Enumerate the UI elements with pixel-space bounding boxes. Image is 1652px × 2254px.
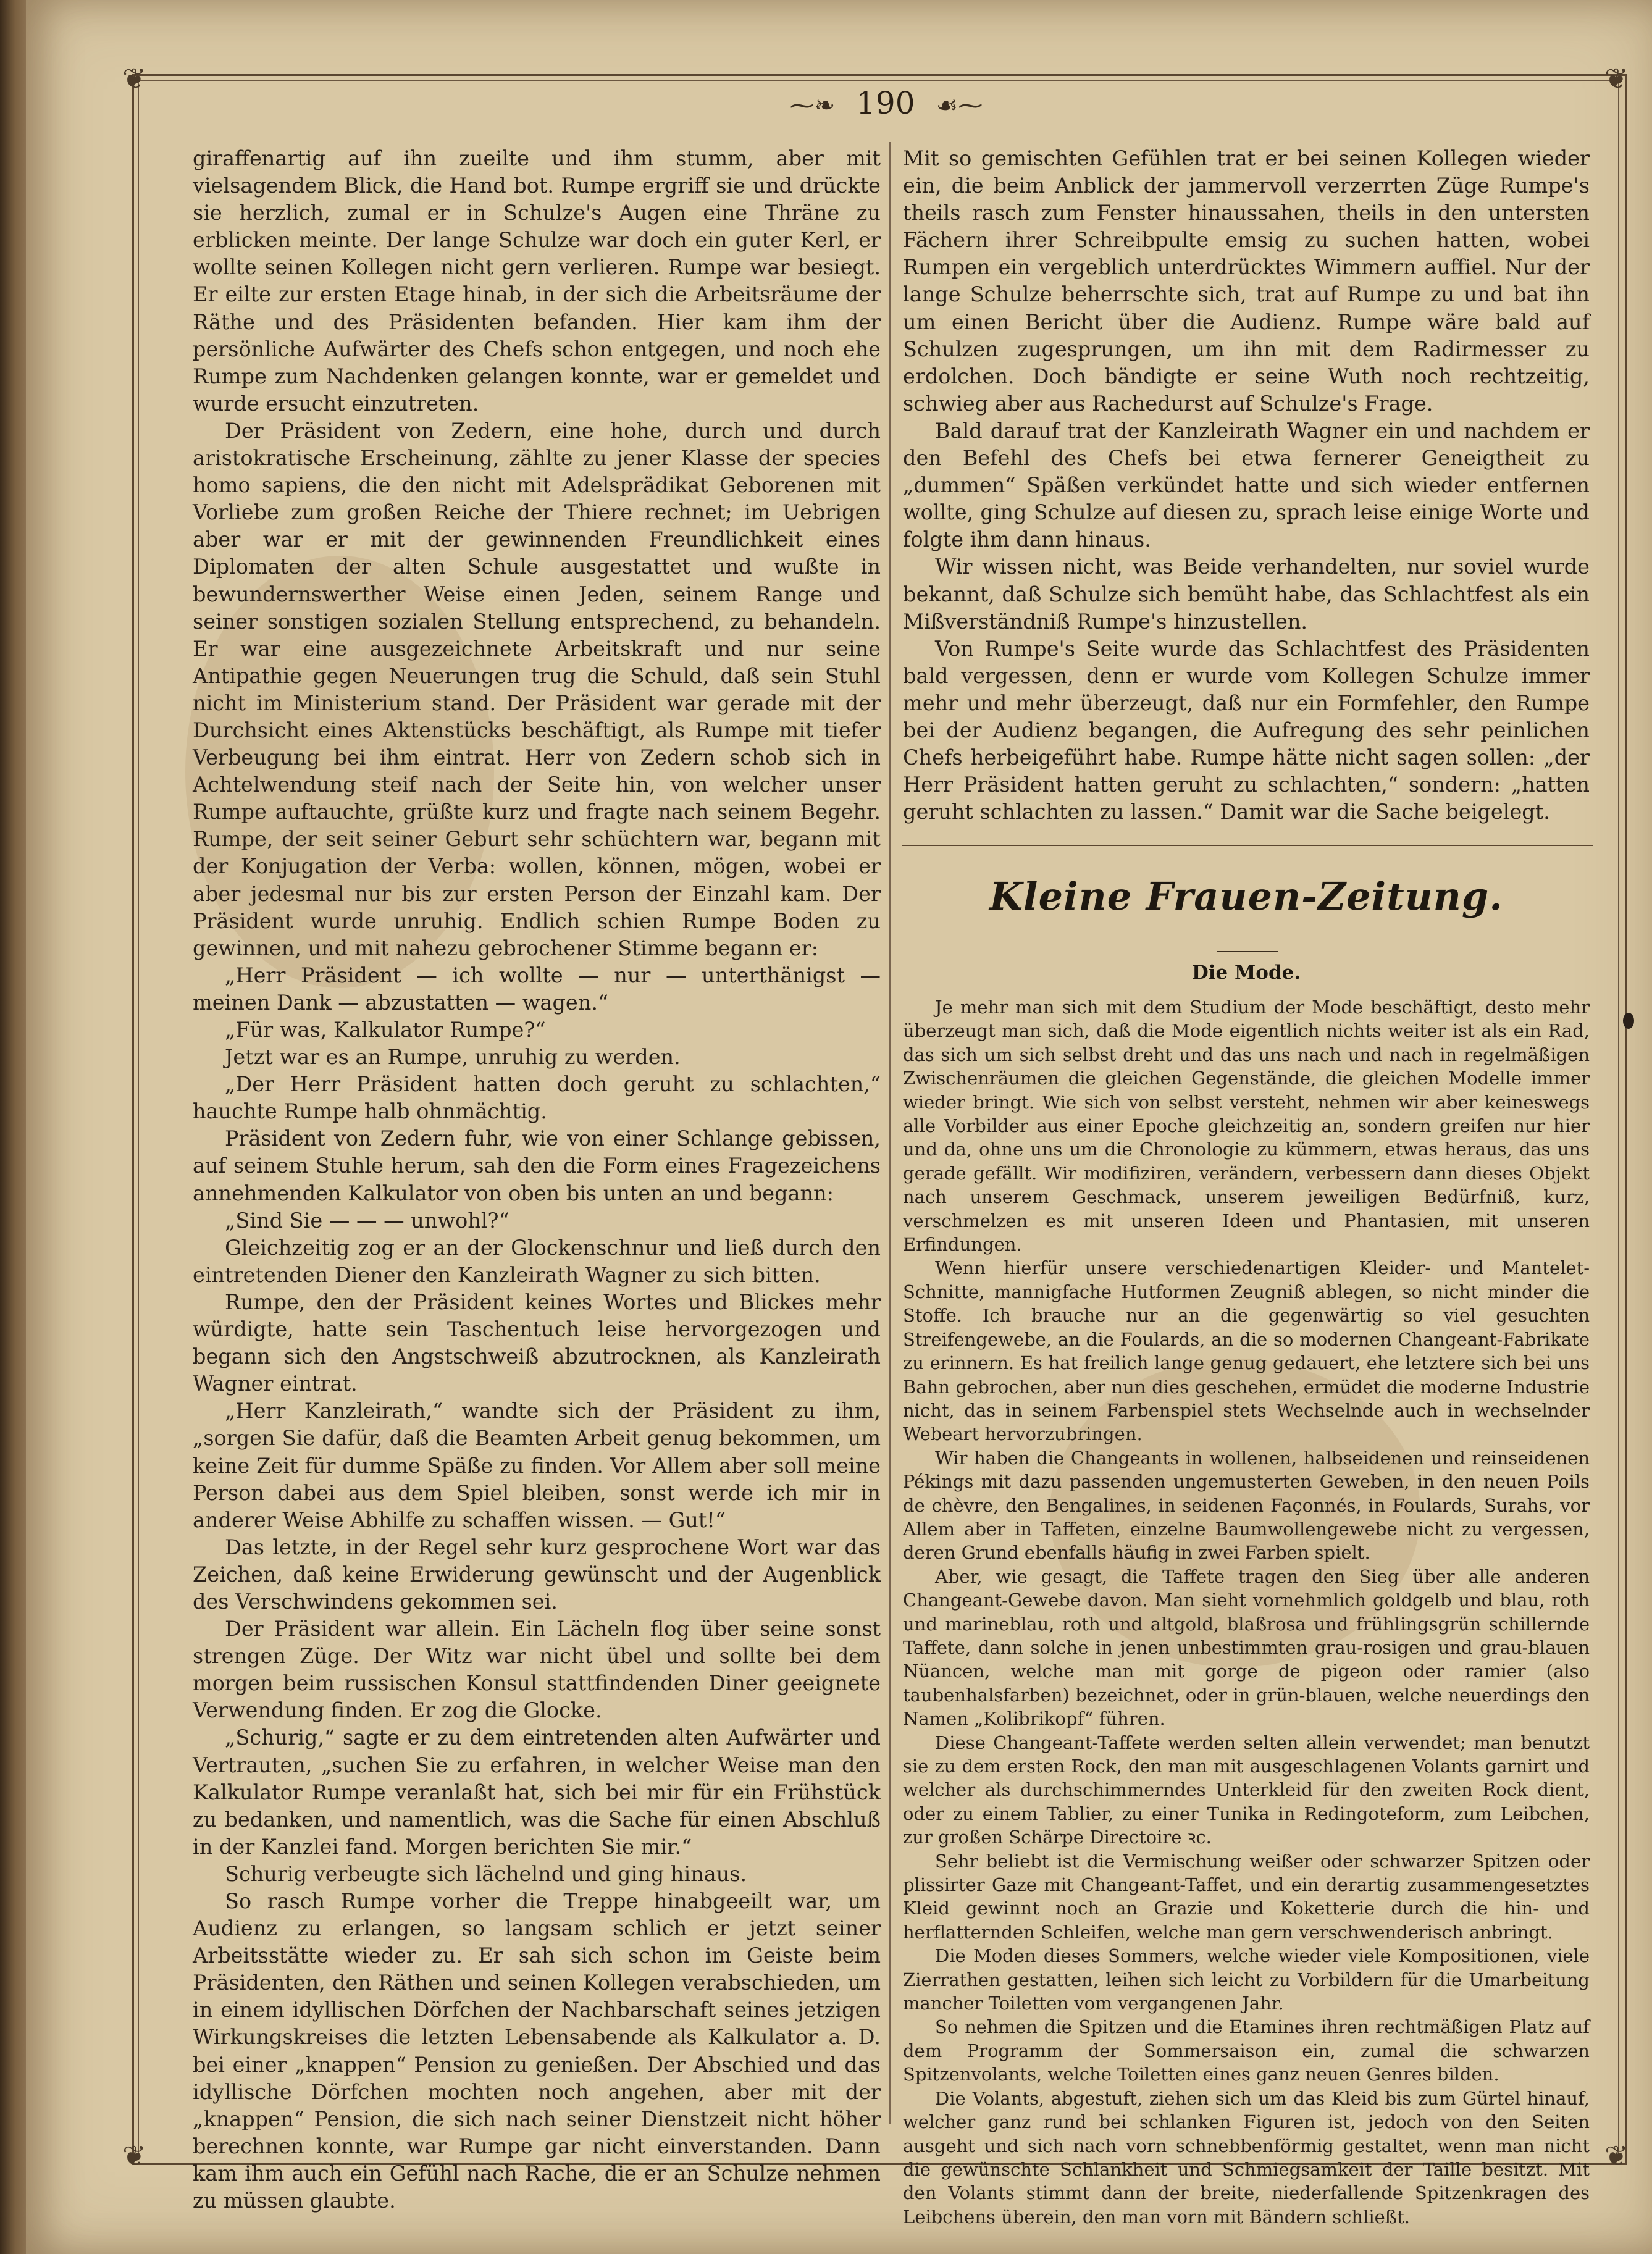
paragraph: „Herr Kanzleirath,“ wandte sich der Präsident zu ihm, „sorgen Sie dafür, daß die Beamten Arbeit genug bekommen, um keine Zeit für dumme Späße zu finden. Vor Allem aber soll meine Person dabei aus dem Spiel bleiben, sonst werde ich mir in anderer Weise Abhilfe zu schaffen wissen. — Gut!“ xyxy=(193,1399,881,1532)
paragraph: Der Präsident von Zedern, eine hohe, durch und durch aristokratische Erscheinung, zählte zu jener Klasse der species homo sapiens, die den nicht mit Adelsprädikat Geborenen mit Vorliebe zum großen Reiche der Thiere rechnet; im Uebrigen aber war er mit der gewinnenden Freundlichkeit eines Diplomaten der alten Schule ausgestattet und wußte in bewundernswerther Weise einen Jeden, seinem Range und seiner sonstigen sozialen Stellung entsprechend, zu behandeln. Er war eine ausgezeichnete Arbeitskraft und nur seine Antipathie gegen Neuerungen trug die Schuld, daß sein Stuhl nicht im Ministerium stand. Der Präsident war gerade mit der Durchsicht eines Aktenstücks beschäftigt, als Rumpe mit tiefer Verbeugung bei ihm eintrat. Herr von Zedern schob sich in Achtelwendung steif nach der Seite hin, von welcher unser Rumpe auftauchte, grüßte kurz und fragte nach seinem Begehr. Rumpe, der seit seiner Geburt sehr schüchtern war, begann mit der Konjugation der Verba: wollen, können, mögen, wobei er aber jedesmal nur bis zur ersten Person der Einzahl kam. Der Präsident wurde unruhig. Endlich schien Rumpe Boden zu gewinnen, und mit nahezu gebrochener Stimme begann er: xyxy=(193,418,881,960)
page-header xyxy=(757,85,1016,128)
paragraph: Jetzt war es an Rumpe, unruhig zu werden. xyxy=(225,1045,681,1070)
flourish-left-icon: ⁓❧ xyxy=(789,91,836,120)
book-spine xyxy=(0,0,26,2254)
corner-ornament-icon: ❦ xyxy=(122,2139,146,2172)
paragraph: Wenn hierfür unsere verschiedenartigen Kleider- und Mantelet-Schnitte, mannigfache Hutformen Zeugniß ablegen, so nicht minder die Stoffe. Ich brauche nur an die gegenwärtig so viel gesuchten Streifengewebe, an die Foulards, an die so modernen Changeant-Fabrikate zu erinnern. Es hat freilich lange genug gedauert, ehe letztere sich bei uns Bahn gebrochen, aber nun dies geschehen, ermüdet die moderne Industrie nicht, das in seinem Farbenspiel stets Wechselnde auch in wechselnder Webeart hervorzubringen. xyxy=(903,1257,1590,1445)
corner-ornament-icon: ❦ xyxy=(122,62,146,95)
paragraph: Von Rumpe's Seite wurde das Schlachtfest des Präsidenten bald vergessen, denn er wurde vom Kollegen Schulze immer mehr und mehr überzeugt, daß nur ein Formfehler, den Rumpe bei der Audienz begangen, die Aufregung des sehr peinlichen Chefs herbeigeführt habe. Rumpe hätte nicht sagen sollen: „der Herr Präsident hatten geruht zu schlachten,“ sondern: „hatten geruht schlachten zu lassen.“ Damit war die Sache beigelegt. xyxy=(903,636,1590,824)
title-rule xyxy=(1217,951,1278,952)
paragraph: Rumpe, den der Präsident keines Wortes und Blickes mehr würdigte, hatte sein Taschentuch leise hervorgezogen und begann sich den Angstschweiß abzutrocknen, als Kanzleirath Wagner eintrat. xyxy=(193,1289,881,1396)
paragraph: Die Volants, abgestuft, ziehen sich um das Kleid bis zum Gürtel hinauf, welcher ganz rund bei schlanken Figuren ist, jedoch von den Seiten ausgeht und sich nach vorn schnebbenförmig gestaltet, wenn man nicht die gewünschte Schlankheit und Schmiegsamkeit der Taille besitzt. Mit den Volants stimmt dann der breite, niederfallende Spitzenkragen des Leibchens überein, den man vorn mit Bändern schließt. xyxy=(903,2087,1590,2227)
paragraph: So rasch Rumpe vorher die Treppe hinabgeeilt war, um Audienz zu erlangen, so langsam schlich er jetzt seiner Arbeitsstätte wieder zu. Er sah sich schon im Geiste beim Präsidenten, den Räthen und seinen Kollegen verabschieden, um in einem idyllischen Dörfchen der Nachbarschaft seines jetzigen Wirkungskreises die letzten Lebensabende als Kalkulator a. D. bei einer „knappen“ Pension zu genießen. Der Abschied und das idyllische Dörfchen mochten noch angehen, aber mit der „knappen“ Pension, die sich nach seiner Dienstzeit nicht höher berechnen konnte, war Rumpe gar nicht einverstanden. Dann kam ihm auch ein Gefühl nach Rache, die er an Schulze nehmen zu müssen glaubte. xyxy=(193,1889,881,2213)
paragraph: Aber, wie gesagt, die Taffete tragen den Sieg über alle anderen Changeant-Gewebe davon. Man sieht vornehmlich goldgelb und blau, roth und marineblau, roth und altgold, blaßrosa und frühlingsgrün schillernde Taffete, dann solche in jenen unbestimmten grau-rosigen und grau-blauen Nüancen, welche man mit gorge de pigeon oder ramier (also taubenhalsfarben) bezeichnet, oder in grün-blauen, welche neuerdings den Namen „Kolibrikopf“ führen. xyxy=(903,1565,1590,1730)
paragraph: Mit so gemischten Gefühlen trat er bei seinen Kollegen wieder ein, die beim Anblick der jammervoll verzerrten Züge Rumpe's theils rasch zum Fenster hinaussahen, theils in den untersten Fächern ihrer Schreibpulte emsig zu suchen hatten, wobei Rumpen ein vergeblich unterdrücktes Wimmern auffiel. Nur der lange Schulze beherrschte sich, trat auf Rumpe zu und bat ihn um einen Bericht über die Audienz. Rumpe wäre bald auf Schulzen zugesprungen, um ihn mit dem Radirmesser zu erdolchen. Doch bändigte er seine Wuth noch rechtzeitig, schwieg aber aus Rachedurst auf Schulze's Frage. xyxy=(903,146,1590,416)
page-number: 190 xyxy=(856,85,915,121)
corner-ornament-icon: ❦ xyxy=(1604,2139,1629,2172)
section-title: Kleine Frauen-Zeitung. xyxy=(989,874,1503,919)
paragraph: Gleichzeitig zog er an der Glockenschnur und ließ durch den eintretenden Diener den Kanzleirath Wagner zu sich bitten. xyxy=(193,1235,881,1287)
paragraph: Schurig verbeugte sich lächelnd und ging hinaus. xyxy=(225,1861,747,1886)
binding-hole-icon xyxy=(1623,1013,1634,1029)
paragraph: Wir haben die Changeants in wollenen, halbseidenen und reinseidenen Pékings mit dazu passenden ungemusterten Geweben, in den neuen Poils de chèvre, den Bengalines, in seidenen Façonnés, in Foulards, Surahs, vor Allem aber in Taffeten, einzelne Baumwollengewebe nicht zu vergessen, deren Grund ebenfalls häufig in zwei Farben spielt. xyxy=(903,1447,1590,1564)
column-divider xyxy=(889,142,891,2124)
left-column xyxy=(193,145,881,2214)
corner-ornament-icon: ❦ xyxy=(1604,62,1629,95)
fashion-column xyxy=(903,995,1590,2229)
paragraph: „Herr Präsident — ich wollte — nur — unterthänigst — meinen Dank — abzustatten — wagen.“ xyxy=(193,963,881,1015)
flourish-right-icon: ☙⁓ xyxy=(936,91,983,120)
paragraph: Sehr beliebt ist die Vermischung weißer oder schwarzer Spitzen oder plissirter Gaze mit Changeant-Taffet, und ein derartig zusammengesetztes Kleid gewinnt noch an Grazie und Koketterie durch die hin- und herflatternden Schleifen, welche man gern verschwenderisch anbringt. xyxy=(903,1850,1590,1943)
paragraph: Die Moden dieses Sommers, welche wieder viele Kompositionen, viele Zierrathen gestatten, leihen sich leicht zu Vorbildern für die Umarbeitung mancher Toiletten vom vergangenen Jahr. xyxy=(903,1945,1590,2014)
right-column-story xyxy=(903,145,1590,826)
paragraph: Wir wissen nicht, was Beide verhandelten, nur soviel wurde bekannt, daß Schulze sich bemüht habe, das Schlachtfest als ein Mißverständniß Rumpe's hinzustellen. xyxy=(903,555,1590,634)
section-subtitle: Die Mode. xyxy=(1191,962,1301,984)
paragraph: „Der Herr Präsident hatten doch geruht zu schlachten,“ hauchte Rumpe halb ohnmächtig. xyxy=(193,1072,881,1124)
paragraph: „Für was, Kalkulator Rumpe?“ xyxy=(225,1018,546,1042)
paragraph: giraffenartig auf ihn zueilte und ihm stumm, aber mit vielsagendem Blick, die Hand bot. Rumpe ergriff sie und drückte sie herzlich, zumal er in Schulze's Augen eine Thräne zu erblicken meinte. Der lange Schulze war doch ein guter Kerl, er wollte seinen Kollegen nicht gern verlieren. Rumpe war besiegt. Er eilte zur ersten Etage hinab, in der sich die Arbeitsräume der Räthe und des Präsidenten befanden. Hier kam ihm der persönliche Aufwärter des Chefs schon entgegen, und noch ehe Rumpe zum Nachdenken gelangen konnte, war er gemeldet und wurde ersucht einzutreten. xyxy=(193,146,881,416)
section-rule xyxy=(902,845,1593,846)
paragraph: Bald darauf trat der Kanzleirath Wagner ein und nachdem er den Befehl des Chefs bei etwa fernerer Geneigtheit zu „dummen“ Späßen verkündet hatte und sich wieder entfernen wollte, ging Schulze auf diesen zu, sprach leise einige Worte und folgte ihm dann hinaus. xyxy=(903,418,1590,552)
paragraph: Je mehr man sich mit dem Studium der Mode beschäftigt, desto mehr überzeugt man sich, daß die Mode eigentlich nichts weiter ist als ein Rad, das sich um sich selbst dreht und das uns nach und nach in regelmäßigen Zwischenräumen die gleichen Gegenstände, die gleichen Modelle immer wieder bringt. Wie sich von selbst versteht, nehmen wir aber keineswegs alle Vorbilder aus einer Epoche gleichzeitig an, sondern greifen nur hier und da, ohne uns um die Chronologie zu kümmern, etwas heraus, das uns gerade gefällt. Wir modifiziren, verändern, verbessern dann dieses Objekt nach unserem Geschmack, unserem jeweiligen Bedürfniß, kurz, verschmelzen es mit unseren Ideen und Phantasien, mit unseren Erfindungen. xyxy=(903,997,1590,1255)
paragraph: Präsident von Zedern fuhr, wie von einer Schlange gebissen, auf seinem Stuhle herum, sah den die Form eines Fragezeichens annehmenden Kalkulator von oben bis unten an und begann: xyxy=(193,1126,881,1205)
paragraph: „Schurig,“ sagte er zu dem eintretenden alten Aufwärter und Vertrauten, „suchen Sie zu erfahren, in welcher Weise man den Kalkulator Rumpe veranlaßt hat, sich bei mir für ein Frühstück zu bedanken, und namentlich, was die Sache für einen Abschluß in der Kanzlei fand. Morgen berichten Sie mir.“ xyxy=(193,1725,881,1859)
paragraph: Diese Changeant-Taffete werden selten allein verwendet; man benutzt sie zu dem ersten Rock, den man mit ausgeschlagenen Volants garnirt und welcher als durchschimmerndes Unterkleid für den zweiten Rock dient, oder zu einem Tablier, zu einer Tunika in Redingoteform, zum Leibchen, zur großen Schärpe Directoire ꝛc. xyxy=(903,1732,1590,1848)
paragraph: So nehmen die Spitzen und die Etamines ihren rechtmäßigen Platz auf dem Programm der Sommersaison ein, zumal die schwarzen Spitzenvolants, welche Toiletten eines ganz neuen Genres bilden. xyxy=(903,2016,1590,2085)
paragraph: „Sind Sie — — — unwohl?“ xyxy=(225,1208,509,1233)
paragraph: Das letzte, in der Regel sehr kurz gesprochene Wort war das Zeichen, daß keine Erwiderung gewünscht und der Augenblick des Verschwindens gekommen sei. xyxy=(193,1535,881,1614)
paragraph: Der Präsident war allein. Ein Lächeln flog über seine sonst strengen Züge. Der Witz war nicht übel und sollte bei dem morgen beim russischen Konsul stattfindenden Diner geeignete Verwendung finden. Er zog die Glocke. xyxy=(193,1617,881,1723)
